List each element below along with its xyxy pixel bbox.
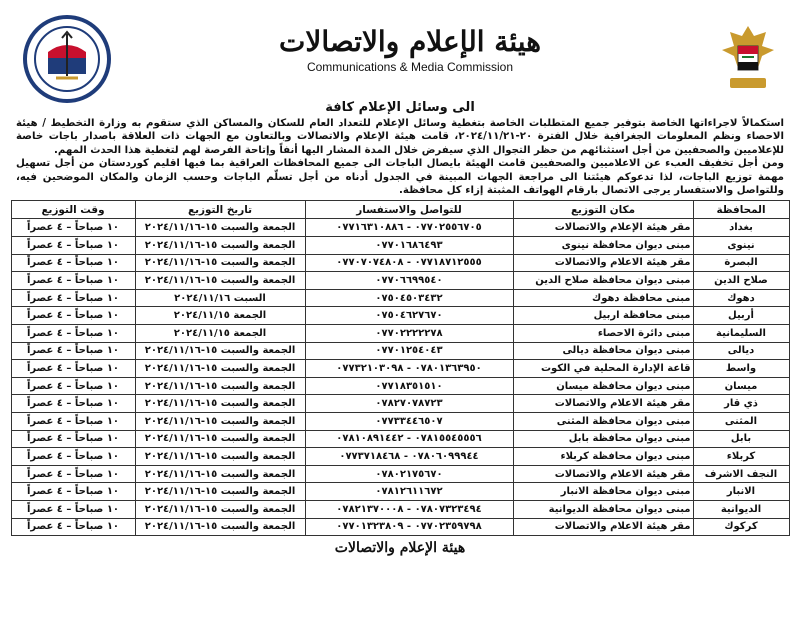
cell-date: الجمعة والسبت ١٥-٢٠٢٤/١١/١٦: [135, 412, 305, 430]
intro-paragraph-1: استكمالاً لاجراءاتها الخاصة بتوفير جميع المتطلبات الخاصة بتغطية وسائل الإعلام للتعداد العام للسكان والمساكن الذي ستقوم به وزارة التخطيط / هيئة الاحصاء ونظم المعلومات الجغرافية خلال الفترة ٢٠-٢٠٢٤/١١/٢١، قامت هيئة الإعلام والاتصالات وبالتعاون مع الجهات ذات العلاقة باصدار باجات خاصة للإعلاميين والصحفيين من أجل استثنائهم من حظر التجوال الذي سيفرض خلال المدة المشار اليها أنفاً وإتاحة الفرصة لهم لتغطية هذا الحدث المهم.: [16, 118, 784, 156]
intro-paragraph-2: ومن أجل تخفيف العبء عن الاعلاميين والصحفيين قامت الهيئة بايصال الباجات الى جميع المحافظات العراقية بما فيها اقليم كوردستان من أجل تسهيل مهمة توزيع الباجات، لذا تدعوكم هيئتنا الى مراجعة الجهات المبينة في الجدول أدناه من أجل تسلّم الباجات وحسب الزمان والمكان الموضحين فيه، وللتواصل والاستفسار يرجى الاتصال بارقام الهواتف المثبتة إزاء كل محافظة.: [16, 158, 784, 197]
cell-time: ١٠ صباحاً – ٤ عصراً: [11, 307, 135, 325]
cell-governorate: الديوانية: [693, 500, 789, 518]
cell-location: مبنى ديوان محافظة الديوانية: [513, 500, 693, 518]
cell-contact: ٠٧٨٠٦٠٩٩٩٤٤ - ٠٧٧٣٧١٨٤٦٨: [305, 448, 513, 466]
cell-governorate: نينوى: [693, 237, 789, 255]
table-row: [11, 500, 789, 518]
cell-date: الجمعة والسبت ١٥-٢٠٢٤/١١/١٦: [135, 360, 305, 378]
cell-contact: ٠٧٧٠١٢٥٤٠٤٣: [305, 342, 513, 360]
page-title: الى وسائل الإعلام كافة: [325, 100, 475, 115]
cell-governorate: البصرة: [693, 254, 789, 272]
cell-date: الجمعة والسبت ١٥-٢٠٢٤/١١/١٦: [135, 272, 305, 290]
cell-date: السبت ٢٠٢٤/١١/١٦: [135, 289, 305, 307]
table-header-row: [11, 201, 789, 219]
col-header-date: تاريخ التوزيع: [135, 201, 305, 219]
cell-governorate: دهوك: [693, 289, 789, 307]
cell-time: ١٠ صباحاً – ٤ عصراً: [11, 465, 135, 483]
cell-contact: ٠٧٨٢٧٠٧٨٧٢٣: [305, 395, 513, 413]
cell-contact: ٠٧٧٠٢٣٥٩٧٩٨ - ٠٧٧٠١٣٢٣٨٠٩: [305, 518, 513, 536]
header: [10, 8, 790, 98]
cell-time: ١٠ صباحاً – ٤ عصراً: [11, 412, 135, 430]
cell-location: مبنى ديوان محافظة ميسان: [513, 377, 693, 395]
cell-contact: ٠٧٨٠٢١٧٥٦٧٠: [305, 465, 513, 483]
cell-date: الجمعة ٢٠٢٤/١١/١٥: [135, 307, 305, 325]
cell-location: مبنى محافظة دهوك: [513, 289, 693, 307]
cell-location: مبنى ديوان محافظة المثنى: [513, 412, 693, 430]
org-name-english: Communications & Media Commission: [306, 60, 514, 74]
table-row: [11, 325, 789, 343]
org-name-arabic: هيئة الإعلام والاتصالات: [279, 25, 541, 58]
cell-date: الجمعة والسبت ١٥-٢٠٢٤/١١/١٦: [135, 518, 305, 536]
cell-contact: ٠٧٨١٥٥٤٥٥٥٦ - ٠٧٨١٠٨٩١٤٤٢: [305, 430, 513, 448]
intro-text: [10, 117, 790, 197]
cell-location: مقر هيئة الاعلام والاتصالات: [513, 254, 693, 272]
cell-contact: ٠٧٧١٨٣٥١٥١٠: [305, 377, 513, 395]
cell-contact: ٠٧٨٠٧٣٢٣٤٩٤ - ٠٧٨٢١٣٧٠٠٠٨: [305, 500, 513, 518]
cell-location: مبنى ديوان محافظة نينوى: [513, 237, 693, 255]
cell-governorate: أربيل: [693, 307, 789, 325]
table-row: [11, 272, 789, 290]
cell-governorate: صلاح الدين: [693, 272, 789, 290]
cell-date: الجمعة ٢٠٢٤/١١/١٥: [135, 325, 305, 343]
cell-contact: ٠٧٧١٨٧١٢٥٥٥ - ٠٧٧٠٧٠٧٤٨٠٨: [305, 254, 513, 272]
cell-date: الجمعة والسبت ١٥-٢٠٢٤/١١/١٦: [135, 500, 305, 518]
table-row: [11, 395, 789, 413]
cell-time: ١٠ صباحاً – ٤ عصراً: [11, 325, 135, 343]
cell-location: مبنى ديوان محافظة كربلاء: [513, 448, 693, 466]
cell-location: مبنى محافظة اربيل: [513, 307, 693, 325]
cell-time: ١٠ صباحاً – ٤ عصراً: [11, 237, 135, 255]
cmc-seal-icon: [22, 14, 112, 104]
iraq-emblem-icon: [718, 20, 778, 98]
cell-contact: ٠٧٧٠٢٢٢٢٢٧٨: [305, 325, 513, 343]
cell-date: الجمعة والسبت ١٥-٢٠٢٤/١١/١٦: [135, 254, 305, 272]
table-row: [11, 307, 789, 325]
cell-governorate: بغداد: [693, 219, 789, 237]
col-header-governorate: المحافظة: [693, 201, 789, 219]
table-row: [11, 483, 789, 501]
cell-contact: ٠٧٨٠١٣٦٣٩٥٠ - ٠٧٧٣٢١٠٣٠٩٨: [305, 360, 513, 378]
cell-governorate: كربلاء: [693, 448, 789, 466]
cell-governorate: ديالى: [693, 342, 789, 360]
cell-governorate: بابل: [693, 430, 789, 448]
distribution-table: [11, 200, 790, 536]
cell-location: مبنى ديوان محافظة بابل: [513, 430, 693, 448]
cell-time: ١٠ صباحاً – ٤ عصراً: [11, 360, 135, 378]
table-row: [11, 518, 789, 536]
cell-contact: ٠٧٧٣٣٤٤٦٥٠٧: [305, 412, 513, 430]
cell-contact: ٠٧٧٠٢٥٥٦٧٠٥ - ٠٧٧١٦٣١٠٨٨٦: [305, 219, 513, 237]
cell-time: ١٠ صباحاً – ٤ عصراً: [11, 254, 135, 272]
table-body: [11, 219, 789, 536]
cell-time: ١٠ صباحاً – ٤ عصراً: [11, 448, 135, 466]
cell-date: الجمعة والسبت ١٥-٢٠٢٤/١١/١٦: [135, 377, 305, 395]
table-row: [11, 377, 789, 395]
cell-date: الجمعة والسبت ١٥-٢٠٢٤/١١/١٦: [135, 430, 305, 448]
cell-governorate: كركوك: [693, 518, 789, 536]
cell-date: الجمعة والسبت ١٥-٢٠٢٤/١١/١٦: [135, 448, 305, 466]
cell-location: مقر هيئة الاعلام والاتصالات: [513, 518, 693, 536]
masthead: [250, 26, 570, 74]
cell-date: الجمعة والسبت ١٥-٢٠٢٤/١١/١٦: [135, 237, 305, 255]
cell-date: الجمعة والسبت ١٥-٢٠٢٤/١١/١٦: [135, 465, 305, 483]
col-header-contact: للتواصل والاستفسار: [305, 201, 513, 219]
table-row: [11, 430, 789, 448]
cell-time: ١٠ صباحاً – ٤ عصراً: [11, 272, 135, 290]
cell-governorate: ذي قار: [693, 395, 789, 413]
cell-location: مبنى ديوان محافظة الانبار: [513, 483, 693, 501]
cell-location: مقر هيئة الاعلام والاتصالات: [513, 465, 693, 483]
table-row: [11, 412, 789, 430]
table-row: [11, 254, 789, 272]
cell-governorate: واسط: [693, 360, 789, 378]
col-header-location: مكان التوزيع: [513, 201, 693, 219]
cell-contact: ٠٧٧٠١٦٨٦٤٩٣: [305, 237, 513, 255]
cell-time: ١٠ صباحاً – ٤ عصراً: [11, 430, 135, 448]
cell-time: ١٠ صباحاً – ٤ عصراً: [11, 500, 135, 518]
cell-time: ١٠ صباحاً – ٤ عصراً: [11, 342, 135, 360]
cell-governorate: السليمانية: [693, 325, 789, 343]
cell-time: ١٠ صباحاً – ٤ عصراً: [11, 289, 135, 307]
table-row: [11, 219, 789, 237]
cell-time: ١٠ صباحاً – ٤ عصراً: [11, 219, 135, 237]
table-row: [11, 237, 789, 255]
cell-location: قاعة الإدارة المحلية في الكوت: [513, 360, 693, 378]
cell-date: الجمعة والسبت ١٥-٢٠٢٤/١١/١٦: [135, 219, 305, 237]
table-row: [11, 360, 789, 378]
cell-location: مبنى دائرة الاحصاء: [513, 325, 693, 343]
cell-time: ١٠ صباحاً – ٤ عصراً: [11, 518, 135, 536]
table-row: [11, 289, 789, 307]
cell-location: مبنى ديوان محافظة ديالى: [513, 342, 693, 360]
cell-time: ١٠ صباحاً – ٤ عصراً: [11, 483, 135, 501]
cell-contact: ٠٧٨١٢٦١١٦٧٢: [305, 483, 513, 501]
cell-location: مبنى ديوان محافظة صلاح الدين: [513, 272, 693, 290]
cell-date: الجمعة والسبت ١٥-٢٠٢٤/١١/١٦: [135, 395, 305, 413]
cell-contact: ٠٧٥٠٤٥٠٣٤٣٢: [305, 289, 513, 307]
cell-location: مقر هيئة الاعلام والاتصالات: [513, 395, 693, 413]
cell-governorate: المثنى: [693, 412, 789, 430]
footer-signature: هيئة الإعلام والاتصالات: [334, 540, 466, 557]
cell-location: مقر هيئة الإعلام والاتصالات: [513, 219, 693, 237]
cell-date: الجمعة والسبت ١٥-٢٠٢٤/١١/١٦: [135, 483, 305, 501]
cell-governorate: ميسان: [693, 377, 789, 395]
table-row: [11, 465, 789, 483]
cell-time: ١٠ صباحاً – ٤ عصراً: [11, 395, 135, 413]
table-row: [11, 342, 789, 360]
table-row: [11, 448, 789, 466]
cell-governorate: النجف الاشرف: [693, 465, 789, 483]
cell-date: الجمعة والسبت ١٥-٢٠٢٤/١١/١٦: [135, 342, 305, 360]
cell-time: ١٠ صباحاً – ٤ عصراً: [11, 377, 135, 395]
cell-contact: ٠٧٥٠٤٦٢٧٦٧٠: [305, 307, 513, 325]
cell-governorate: الانبار: [693, 483, 789, 501]
cell-contact: ٠٧٧٠٦٦٩٩٥٤٠: [305, 272, 513, 290]
col-header-time: وقت التوزيع: [11, 201, 135, 219]
